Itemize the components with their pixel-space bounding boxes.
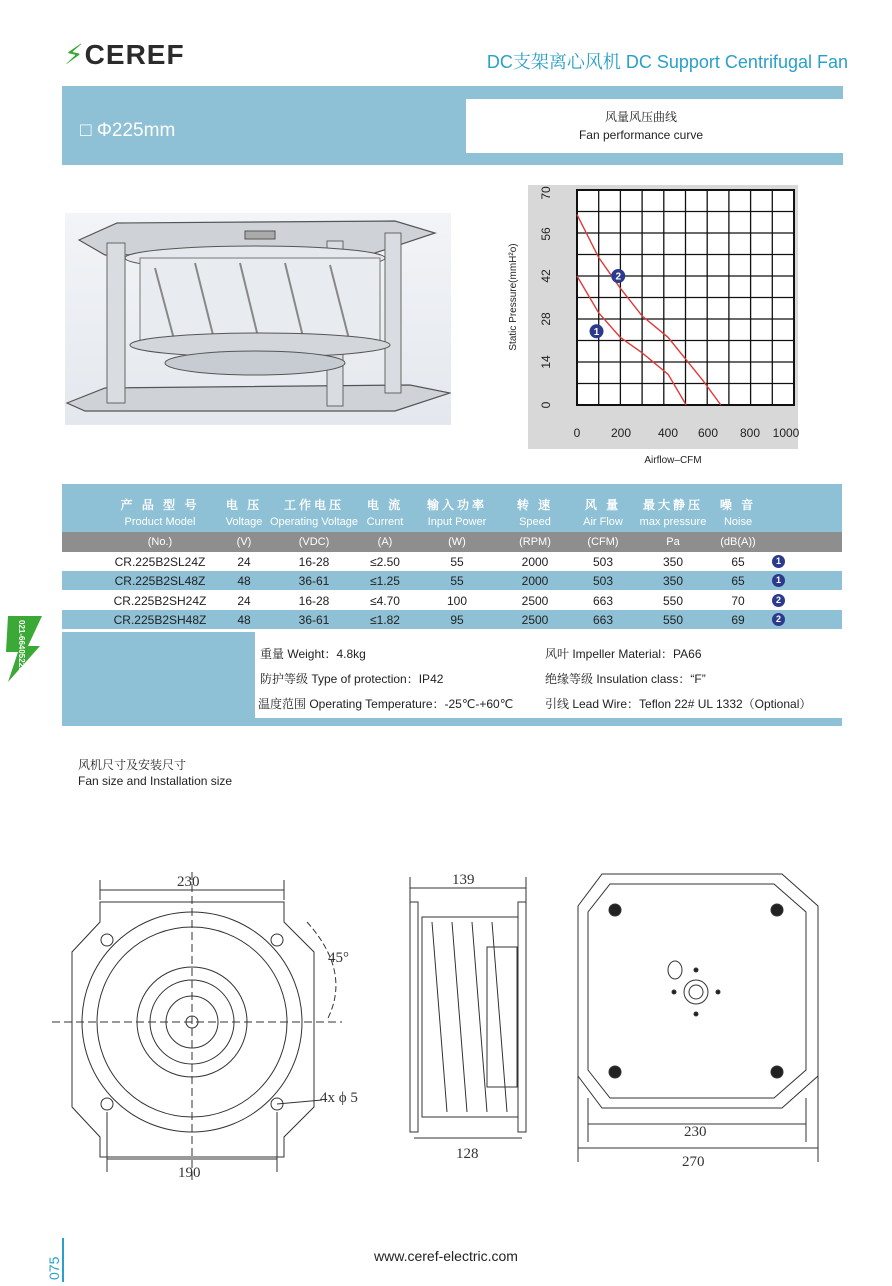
y-tick-label: 42 [539, 269, 553, 283]
header-unit-0: (No.) [147, 536, 173, 548]
header-cn-4: 输入功率 [426, 498, 487, 512]
cell-pressure: 350 [662, 574, 684, 588]
header-unit-5: (RPM) [519, 536, 551, 548]
spec-weight: 重量 Weight：4.8kg [260, 647, 366, 661]
dim-holes: 4x ϕ 5 [320, 1090, 358, 1106]
spec-protection: 防护等级 Type of protection：IP42 [260, 672, 444, 686]
dim-front-top: 230 [177, 874, 200, 890]
cell-voltage: 48 [237, 613, 251, 627]
fan-illustration [65, 213, 451, 425]
page-number: 075 [46, 1256, 62, 1280]
cell-airflow: 503 [592, 574, 614, 588]
cell-model: CR.225B2SH48Z [113, 613, 207, 627]
side-phone: 021-66405223 [17, 620, 26, 672]
x-axis-label: Airflow–CFM [644, 455, 702, 466]
cell-power: 55 [450, 574, 464, 588]
cell-power: 55 [450, 555, 464, 569]
header-cn-2: 工作电压 [283, 498, 344, 512]
cell-speed: 2000 [521, 574, 549, 588]
brand-name: CEREF [84, 39, 185, 70]
cell-airflow: 663 [592, 594, 614, 608]
header-unit-6: (CFM) [587, 536, 619, 548]
header-cn-0: 产 品 型 号 [120, 498, 200, 512]
cell-speed: 2500 [521, 594, 549, 608]
cell-airflow: 503 [592, 555, 614, 569]
cell-model: CR.225B2SL48Z [114, 574, 206, 588]
size-title-cn: 风机尺寸及安装尺寸 [78, 758, 187, 772]
cell-speed: 2000 [521, 555, 549, 569]
curve-badge: 1 [772, 555, 785, 568]
cell-model: CR.225B2SH24Z [113, 594, 207, 608]
model-size: □ Φ225mm [80, 120, 176, 141]
spec-impeller: 风叶 Impeller Material：PA66 [545, 647, 702, 661]
x-tick-label: 400 [657, 426, 679, 440]
header-unit-1: (V) [236, 536, 252, 548]
header-en-1: Voltage [225, 516, 263, 528]
header-en-2: Operating Voltage [269, 516, 359, 528]
fan-photo [65, 213, 451, 425]
y-tick-label: 0 [539, 401, 553, 409]
brand-logo [64, 38, 185, 71]
y-tick-label: 14 [539, 355, 553, 369]
dim-front-bottom: 190 [178, 1165, 201, 1181]
cell-power: 95 [450, 613, 464, 627]
front-view-drawing [52, 862, 382, 1192]
cell-op_voltage: 36-61 [298, 574, 330, 588]
header-en-5: Speed [519, 516, 551, 528]
y-tick-label: 28 [539, 312, 553, 326]
footer-website[interactable]: www.ceref-electric.com [374, 1248, 518, 1264]
header-unit-2: (VDC) [298, 536, 330, 548]
cell-current: ≤4.70 [370, 594, 400, 608]
cell-op_voltage: 36-61 [298, 613, 330, 627]
dim-back-outer: 270 [682, 1154, 705, 1170]
header-cn-6: 风 量 [584, 498, 622, 512]
spec-insulation: 绝缘等级 Insulation class：“F” [545, 672, 706, 686]
curve-badge: 1 [772, 574, 785, 587]
cell-voltage: 48 [237, 574, 251, 588]
header-cn-1: 电 压 [225, 498, 263, 512]
document-title-cn: DC支架离心风机 DC Support [486, 52, 725, 72]
curve-title-cn: 风量风压曲线 [604, 110, 677, 124]
x-tick-label: 200 [610, 426, 632, 440]
x-tick-label: 800 [739, 426, 761, 440]
cell-op_voltage: 16-28 [298, 594, 330, 608]
spec-lead-wire: 引线 Lead Wire：Teflon 22# UL 1332（Optional） [545, 697, 812, 711]
header-cn-5: 转 速 [516, 498, 554, 512]
cell-noise: 70 [731, 594, 745, 608]
y-axis-label: Static Pressure(mmH²o) [508, 243, 519, 351]
cell-noise: 65 [731, 555, 745, 569]
cell-current: ≤1.25 [370, 574, 400, 588]
cell-model: CR.225B2SL24Z [114, 555, 206, 569]
cell-pressure: 550 [662, 594, 684, 608]
header-cn-7: 最大静压 [642, 498, 703, 512]
header-en-3: Current [366, 516, 404, 528]
x-tick-label: 1000 [772, 426, 800, 440]
x-tick-label: 0 [573, 426, 581, 440]
header-en-0: Product Model [124, 516, 196, 528]
cell-current: ≤2.50 [370, 555, 400, 569]
x-tick-label: 600 [697, 426, 719, 440]
header-cn-3: 电 流 [366, 498, 404, 512]
dim-side-top: 139 [452, 872, 475, 888]
y-tick-label: 56 [539, 227, 553, 241]
size-title-en: Fan size and Installation size [78, 774, 233, 788]
curve-marker-label: 1 [593, 326, 600, 338]
header-unit-3: (A) [377, 536, 393, 548]
header-cn-8: 噪 音 [719, 498, 757, 512]
header-en-6: Air Flow [583, 516, 623, 528]
curve-title-en: Fan performance curve [578, 128, 704, 142]
y-tick-label: 70 [539, 186, 553, 200]
document-title [487, 48, 848, 74]
header-unit-8: (dB(A)) [720, 536, 756, 548]
cell-voltage: 24 [237, 555, 251, 569]
header-unit-7: Pa [666, 536, 680, 548]
side-view-drawing [392, 862, 542, 1162]
header-en-8: Noise [723, 516, 753, 528]
header-unit-4: (W) [448, 536, 466, 548]
cell-op_voltage: 16-28 [298, 555, 330, 569]
cell-speed: 2500 [521, 613, 549, 627]
cell-pressure: 550 [662, 613, 684, 627]
cell-pressure: 350 [662, 555, 684, 569]
header-en-4: Input Power [427, 516, 487, 528]
cell-voltage: 24 [237, 594, 251, 608]
dim-back-inner: 230 [684, 1124, 707, 1140]
header-en-7: max pressure [639, 516, 707, 528]
cell-current: ≤1.82 [370, 613, 400, 627]
document-title-en: Centrifugal Fan [724, 52, 848, 72]
cell-power: 100 [446, 594, 468, 608]
curve-badge: 2 [772, 594, 785, 607]
performance-chart [500, 185, 810, 475]
cell-noise: 69 [731, 613, 745, 627]
cell-airflow: 663 [592, 613, 614, 627]
cell-noise: 65 [731, 574, 745, 588]
back-view-drawing [570, 862, 830, 1182]
bolt-icon: ⚡ [64, 39, 85, 70]
curve-marker-label: 2 [615, 271, 622, 283]
dim-side-bottom: 128 [456, 1146, 479, 1162]
curve-badge: 2 [772, 613, 785, 626]
dim-angle: 45° [328, 950, 349, 966]
spec-temperature: 温度范围 Operating Temperature：-25℃-+60℃ [258, 697, 514, 711]
